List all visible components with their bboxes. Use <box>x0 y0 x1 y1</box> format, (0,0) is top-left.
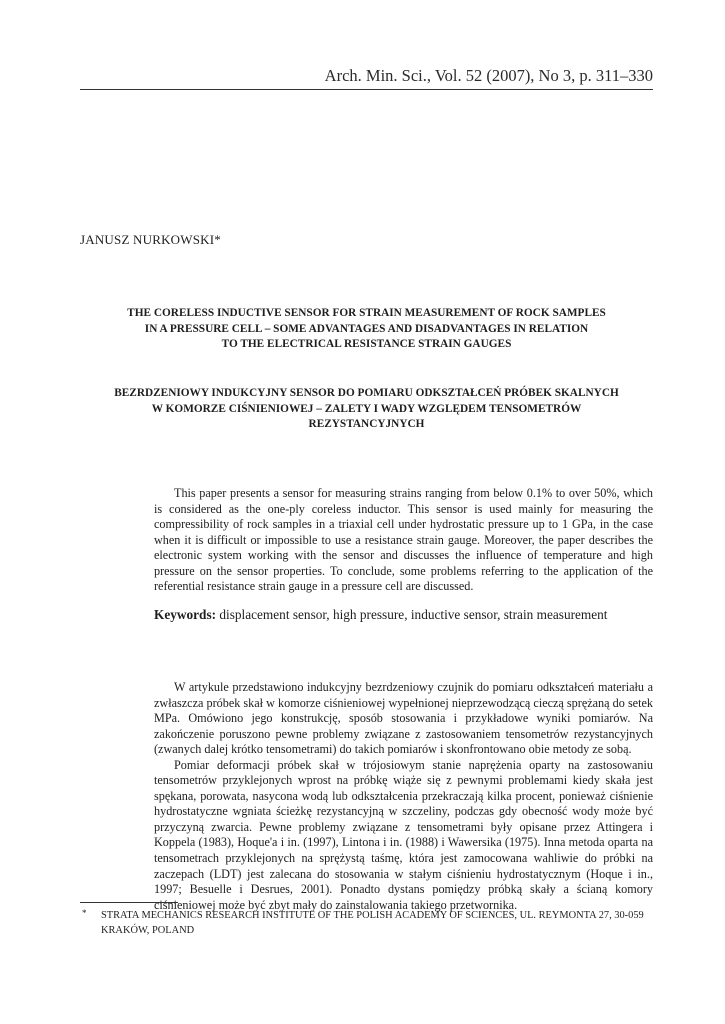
title-english-line: THE CORELESS INDUCTIVE SENSOR FOR STRAIN MEASUREMENT OF ROCK SAMPLES <box>127 307 606 319</box>
title-polish-line: W KOMORZE CIŚNIENIOWEJ – ZALETY I WADY WZGLĘDEM TENSOMETRÓW <box>151 402 582 415</box>
title-english-line: IN A PRESSURE CELL – SOME ADVANTAGES AND DISADVANTAGES IN RELATION <box>144 322 589 335</box>
author-name: JANUSZ NURKOWSKI* <box>80 232 221 247</box>
body-text <box>154 680 653 913</box>
title-polish <box>80 386 653 433</box>
keywords-text: displacement sensor, high pressure, inductive sensor, strain measurement <box>216 607 608 622</box>
title-polish-line: BEZRDZENIOWY INDUKCYJNY SENSOR DO POMIARU ODKSZTAŁCEŃ PRÓBEK SKALNYCH <box>114 387 619 399</box>
keywords-label: Keywords: <box>154 607 217 622</box>
body-paragraph: W artykule przedstawiono indukcyjny bezrdzeniowy czujnik do pomiaru odkształceń materiału a zwłaszcza próbek skał w komorze ciśnieniowej wypełnionej nieprzewodzącą cieczą sprężaną do setek MPa. Omówiono jego konstrukcję, sposób stosowania i przykładowe wyniki pomiarów. Na zakończenie poruszono pewne problemy związane z zastosowaniem tensometrów rezystancyjnych (zwanych dalej krótko tensometrami) do takich pomiarów i skonfrontowano obie metody ze sobą. <box>154 680 653 757</box>
title-english <box>80 306 653 353</box>
footnote-mark: * <box>82 908 87 918</box>
journal-citation: Arch. Min. Sci., Vol. 52 (2007), No 3, p. 311–330 <box>324 66 653 85</box>
title-english-line: TO THE ELECTRICAL RESISTANCE STRAIN GAUGES <box>221 338 512 351</box>
footnote-affiliation: STRATA MECHANICS RESEARCH INSTITUTE OF THE POLISH ACADEMY OF SCIENCES, UL. REYMONTA 27, 30-059 KRAKÓW, POLAND <box>101 910 644 936</box>
keywords <box>154 607 653 623</box>
abstract-paragraph: This paper presents a sensor for measuring strains ranging from below 0.1% to over 50%, which is considered as the one-ply coreless inductor. This sensor is used mainly for measuring the compressibility of rock samples in a triaxial cell under hydrostatic pressure up to 1 GPa, in the case when it is difficult or impossible to use a resistance strain gauge. Moreover, the paper describes the electronic system working with the sensor and discusses the influence of temperature and high pressure on the sensor properties. To conclude, some problems referring to the application of the referential resistance strain gauge in a pressure cell are discussed. <box>154 486 653 593</box>
header-rule <box>80 89 653 90</box>
abstract <box>154 486 653 595</box>
body-paragraph: Pomiar deformacji próbek skał w trójosiowym stanie naprężenia oparty na zastosowaniu tensometrów przyklejonych wprost na próbkę wiąże się z pewnymi problemami kiedy skała jest spękana, porowata, nasycona wodą lub odkształcenia przekraczają kilka procent, ponieważ ciśnienie hydrostatyczne wgniata ścieżkę rezystancyjną w szczeliny, podczas gdy obecność wody może być przyczyną zwarcia. Pewne problemy związane z tensometrami były opisane przez Attingera i Koppela (1983), Hoque'a i in. (1997), Lintona i in. (1988) i Wawersika (1975). Inna metoda oparta na tensometrach przyklejonych na sprężystą taśmę, która jest zamocowana wahliwie do próbki na zaczepach (LDT) jest zalecana do stosowania w stałym ciśnieniu hydrostatycznym (Hoque i in., 1997; Besuelle i Desrues, 2001). Ponadto dystans pomiędzy próbką skały a ścianą komory ciśnieniowej może być zbyt mały do zainstalowania takiego przetwornika. <box>154 757 653 912</box>
title-polish-line: REZYSTANCYJNYCH <box>308 418 425 431</box>
footnote-rule <box>80 902 178 903</box>
